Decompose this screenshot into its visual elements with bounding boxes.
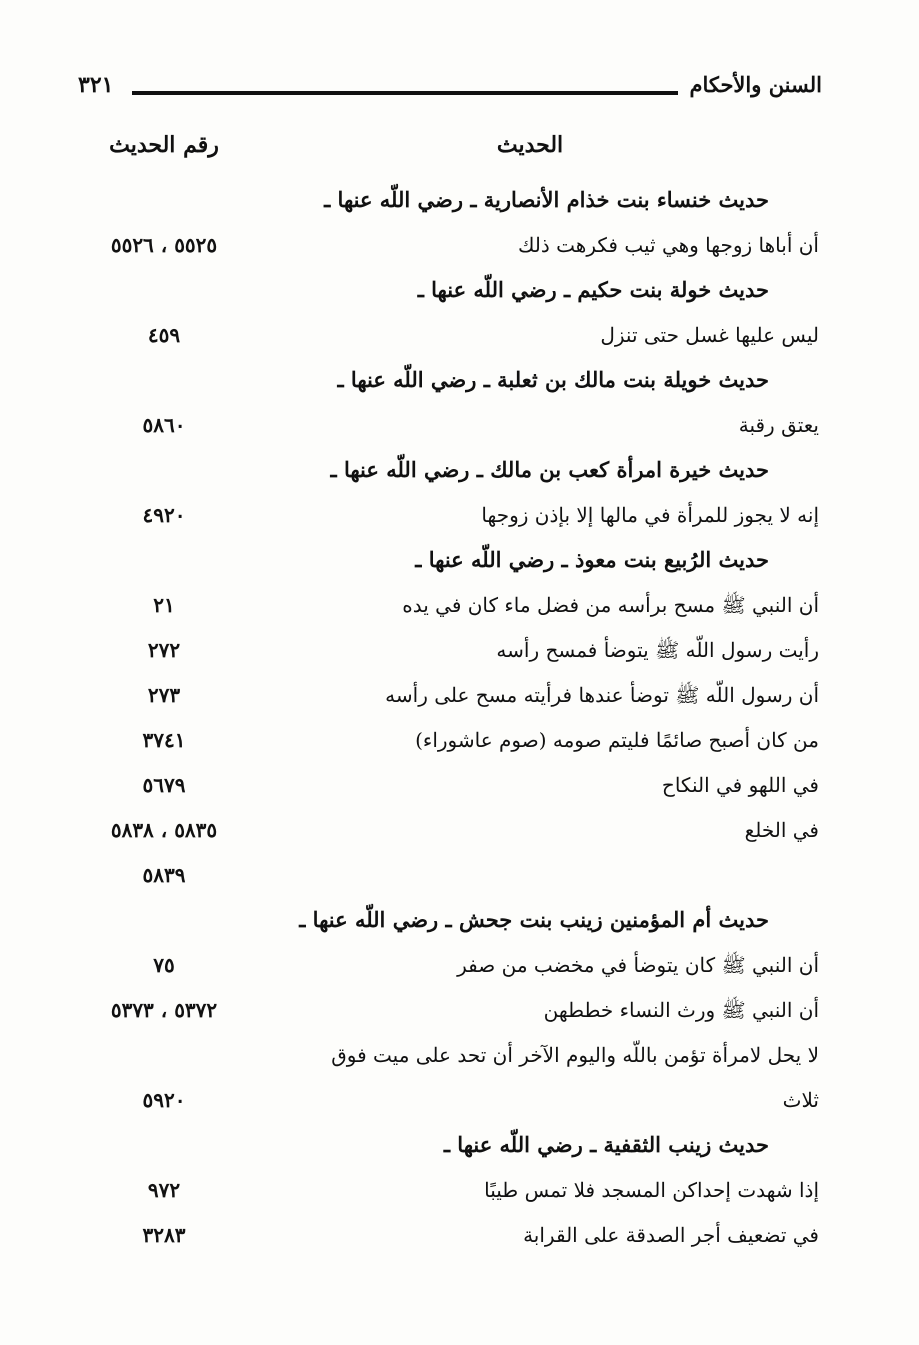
page-number: ٣٢١ [78,72,114,98]
section-title-text: حديث الرُبيع بنت معوذ ـ رضي اللّه عنها ـ [415,547,769,572]
hadith-number: ٥٥٢٥ ، ٥٥٢٦ [110,233,218,257]
header-rule [132,91,678,95]
hadith-number: ٥٣٧٢ ، ٥٣٧٣ [110,998,218,1022]
hadith-number: ٣٢٨٣ [142,1223,186,1247]
section-title-text: حديث أم المؤمنين زينب بنت جحش ـ رضي اللّه عنها ـ [299,907,769,932]
hadith-text: ليس عليها غسل حتى تنزل [600,323,819,347]
list-item [0,225,919,265]
hadith-number: ٥٨٦٠ [142,413,186,437]
hadith-text: أن رسول اللّه ﷺ توضأ عندها فرأيته مسح على رأسه [385,683,819,707]
list-item [0,1035,919,1075]
running-header [78,72,822,106]
hadith-text: لا يحل لامرأة تؤمن باللّه واليوم الآخر أن تحد على ميت فوق [331,1043,819,1067]
hadith-text: أن أباها زوجها وهي ثيب فكرهت ذلك [517,233,819,257]
hadith-text: إذا شهدت إحداكن المسجد فلا تمس طيبًا [484,1178,819,1202]
list-item [0,810,919,850]
hadith-text: في الخلع [744,818,819,842]
section-title-khuwayla [0,360,919,400]
section-title-text: حديث خولة بنت حكيم ـ رضي اللّه عنها ـ [417,277,769,302]
hadith-number: ٥٩٢٠ [142,1088,186,1112]
hadith-number: ٢٧٢ [147,638,181,662]
list-item [0,315,919,355]
hadith-number: ٩٧٢ [147,1178,181,1202]
section-title-khayra [0,450,919,490]
running-title: السنن والأحكام [689,72,822,97]
hadith-text: إنه لا يجوز للمرأة في مالها إلا بإذن زوجها [481,503,819,527]
list-item [0,675,919,715]
hadith-number: ٤٩٢٠ [142,503,186,527]
hadith-number: ٢٧٣ [147,683,181,707]
list-item [0,720,919,760]
column-heading-hadith: الحديث [496,132,564,158]
hadith-number: ٥٨٣٥ ، ٥٨٣٨ [110,818,218,842]
hadith-text: ثلاث [782,1088,819,1112]
hadith-text: في اللهو في النكاح [661,773,819,797]
hadith-text: أن النبي ﷺ مسح برأسه من فضل ماء كان في يده [402,593,819,617]
list-item [0,495,919,535]
list-item [0,1215,919,1255]
list-item [0,765,919,805]
section-title-khawla-hakim [0,270,919,310]
list-item [0,990,919,1030]
hadith-text: من كان أصبح صائمًا فليتم صومه (صوم عاشوراء) [415,728,819,752]
hadith-number: ٥٨٣٩ [142,863,186,887]
column-heading-number: رقم الحديث [109,132,219,158]
list-item [0,855,919,895]
hadith-number: ٣٧٤١ [142,728,186,752]
hadith-text: أن النبي ﷺ ورث النساء خططهن [543,998,819,1022]
section-title-text: حديث خنساء بنت خذام الأنصارية ـ رضي اللّه عنها ـ [324,187,769,212]
section-title-rubayyi [0,540,919,580]
section-title-zaynab-jahsh [0,900,919,940]
list-item [0,405,919,445]
hadith-text: في تضعيف أجر الصدقة على القرابة [523,1223,819,1247]
hadith-number: ٤٥٩ [147,323,181,347]
section-title-zaynab-thaqafiya [0,1125,919,1165]
hadith-number: ٧٥ [153,953,175,977]
hadith-number: ٥٦٧٩ [142,773,186,797]
section-title-text: حديث زينب الثقفية ـ رضي اللّه عنها ـ [443,1132,769,1157]
section-title-text: حديث خويلة بنت مالك بن ثعلبة ـ رضي اللّه عنها ـ [337,367,769,392]
list-item [0,585,919,625]
section-title-khansa [0,180,919,220]
hadith-text: أن النبي ﷺ كان يتوضأ في مخضب من صفر [457,953,819,977]
hadith-text: رأيت رسول اللّه ﷺ يتوضأ فمسح رأسه [496,638,819,662]
list-item [0,630,919,670]
section-title-text: حديث خيرة امرأة كعب بن مالك ـ رضي اللّه عنها ـ [330,457,769,482]
hadith-text: يعتق رقبة [738,413,819,437]
list-item [0,1080,919,1120]
hadith-number: ٢١ [153,593,175,617]
list-item [0,1170,919,1210]
list-item [0,945,919,985]
